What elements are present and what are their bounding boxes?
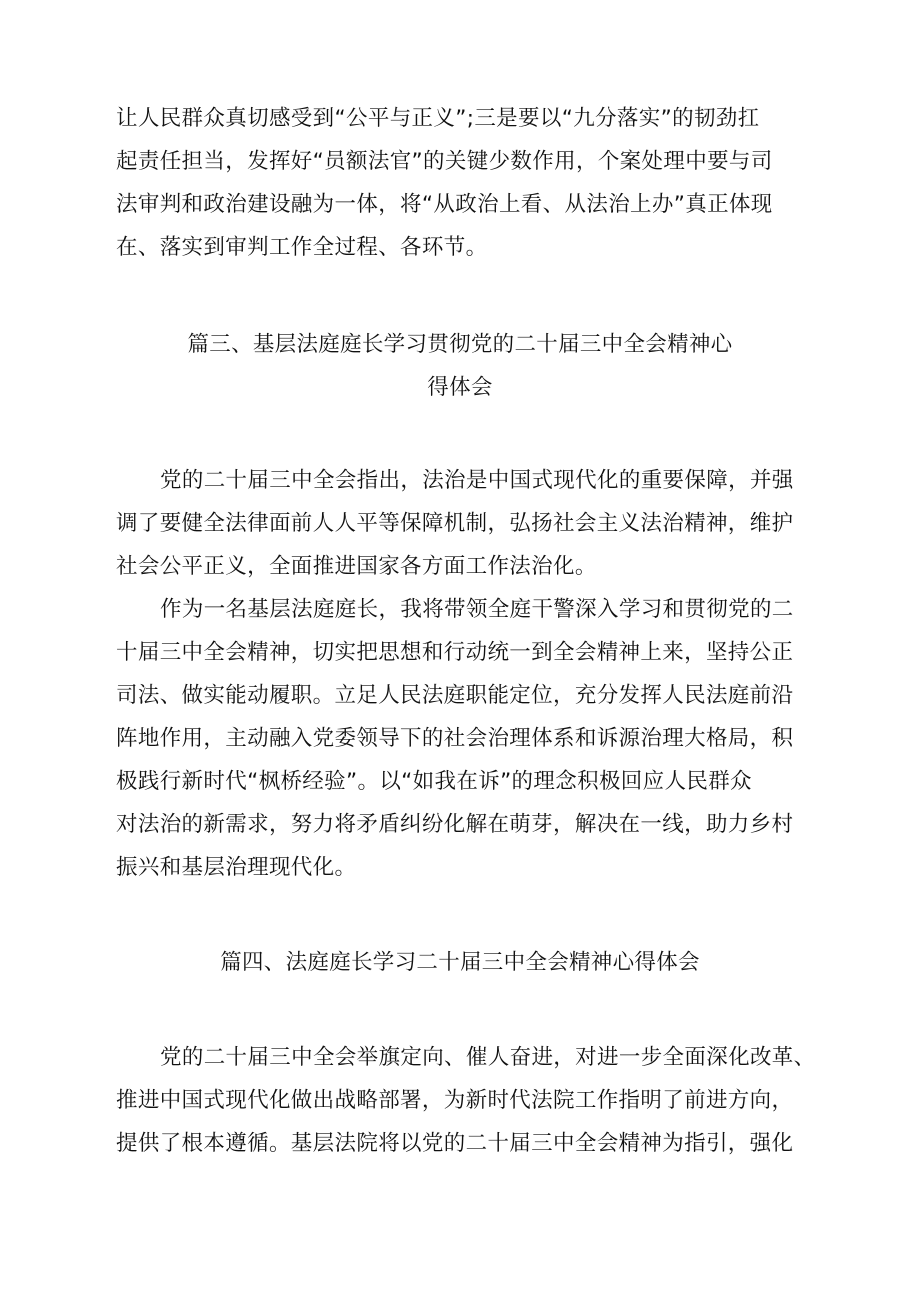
paragraph-line: 党的二十届三中全会指出，法治是中国式现代化的重要保障，并强: [160, 468, 794, 493]
paragraph-line: 在、落实到审判工作全过程、各环节。: [116, 235, 488, 260]
paragraph-line: 司法、做实能动履职。立足人民法庭职能定位，充分发挥人民法庭前沿: [116, 683, 794, 708]
paragraph-line: 振兴和基层治理现代化。: [116, 855, 357, 880]
paragraph-line: 起责任担当，发挥好“员额法官”的关键少数作用，个案处理中要与司: [116, 149, 773, 174]
paragraph-line: 党的二十届三中全会举旗定向、催人奋进，对进一步全面深化改革、: [160, 1045, 816, 1070]
section-title-line: 得体会: [427, 375, 493, 400]
paragraph-line: 推进中国式现代化做出战略部署，为新时代法院工作指明了前进方向，: [116, 1088, 794, 1113]
paragraph-line: 法审判和政治建设融为一体，将“从政治上看、从法治上办”真正体现: [116, 192, 773, 217]
paragraph-line: 十届三中全会精神，切实把思想和行动统一到全会精神上来，坚持公正: [116, 640, 794, 665]
paragraph-line: 调了要健全法律面前人人平等保障机制，弘扬社会主义法治精神，维护: [116, 511, 794, 536]
paragraph-line: 让人民群众真切感受到“公平与正义”;三是要以“九分落实”的韧劲扛: [116, 106, 760, 131]
paragraph-line: 极践行新时代“枫桥经验”。以“如我在诉”的理念积极回应人民群众: [116, 769, 752, 794]
paragraph-line: 阵地作用，主动融入党委领导下的社会治理体系和诉源治理大格局，积: [116, 726, 794, 751]
section-four-title: 篇四、法庭庭长学习二十届三中全会精神心得体会: [220, 950, 700, 975]
paragraph-line: 社会公平正义，全面推进国家各方面工作法治化。: [116, 554, 597, 579]
section-title-line: 篇三、基层法庭庭长学习贯彻党的二十届三中全会精神心: [187, 332, 733, 357]
paragraph-line: 对法治的新需求，努力将矛盾纠纷化解在萌芽，解决在一线，助力乡村: [116, 812, 794, 837]
paragraph-line: 提供了根本遵循。基层法院将以党的二十届三中全会精神为指引，强化: [116, 1131, 794, 1156]
paragraph-line: 作为一名基层法庭庭长，我将带领全庭干警深入学习和贯彻党的二: [160, 597, 794, 622]
